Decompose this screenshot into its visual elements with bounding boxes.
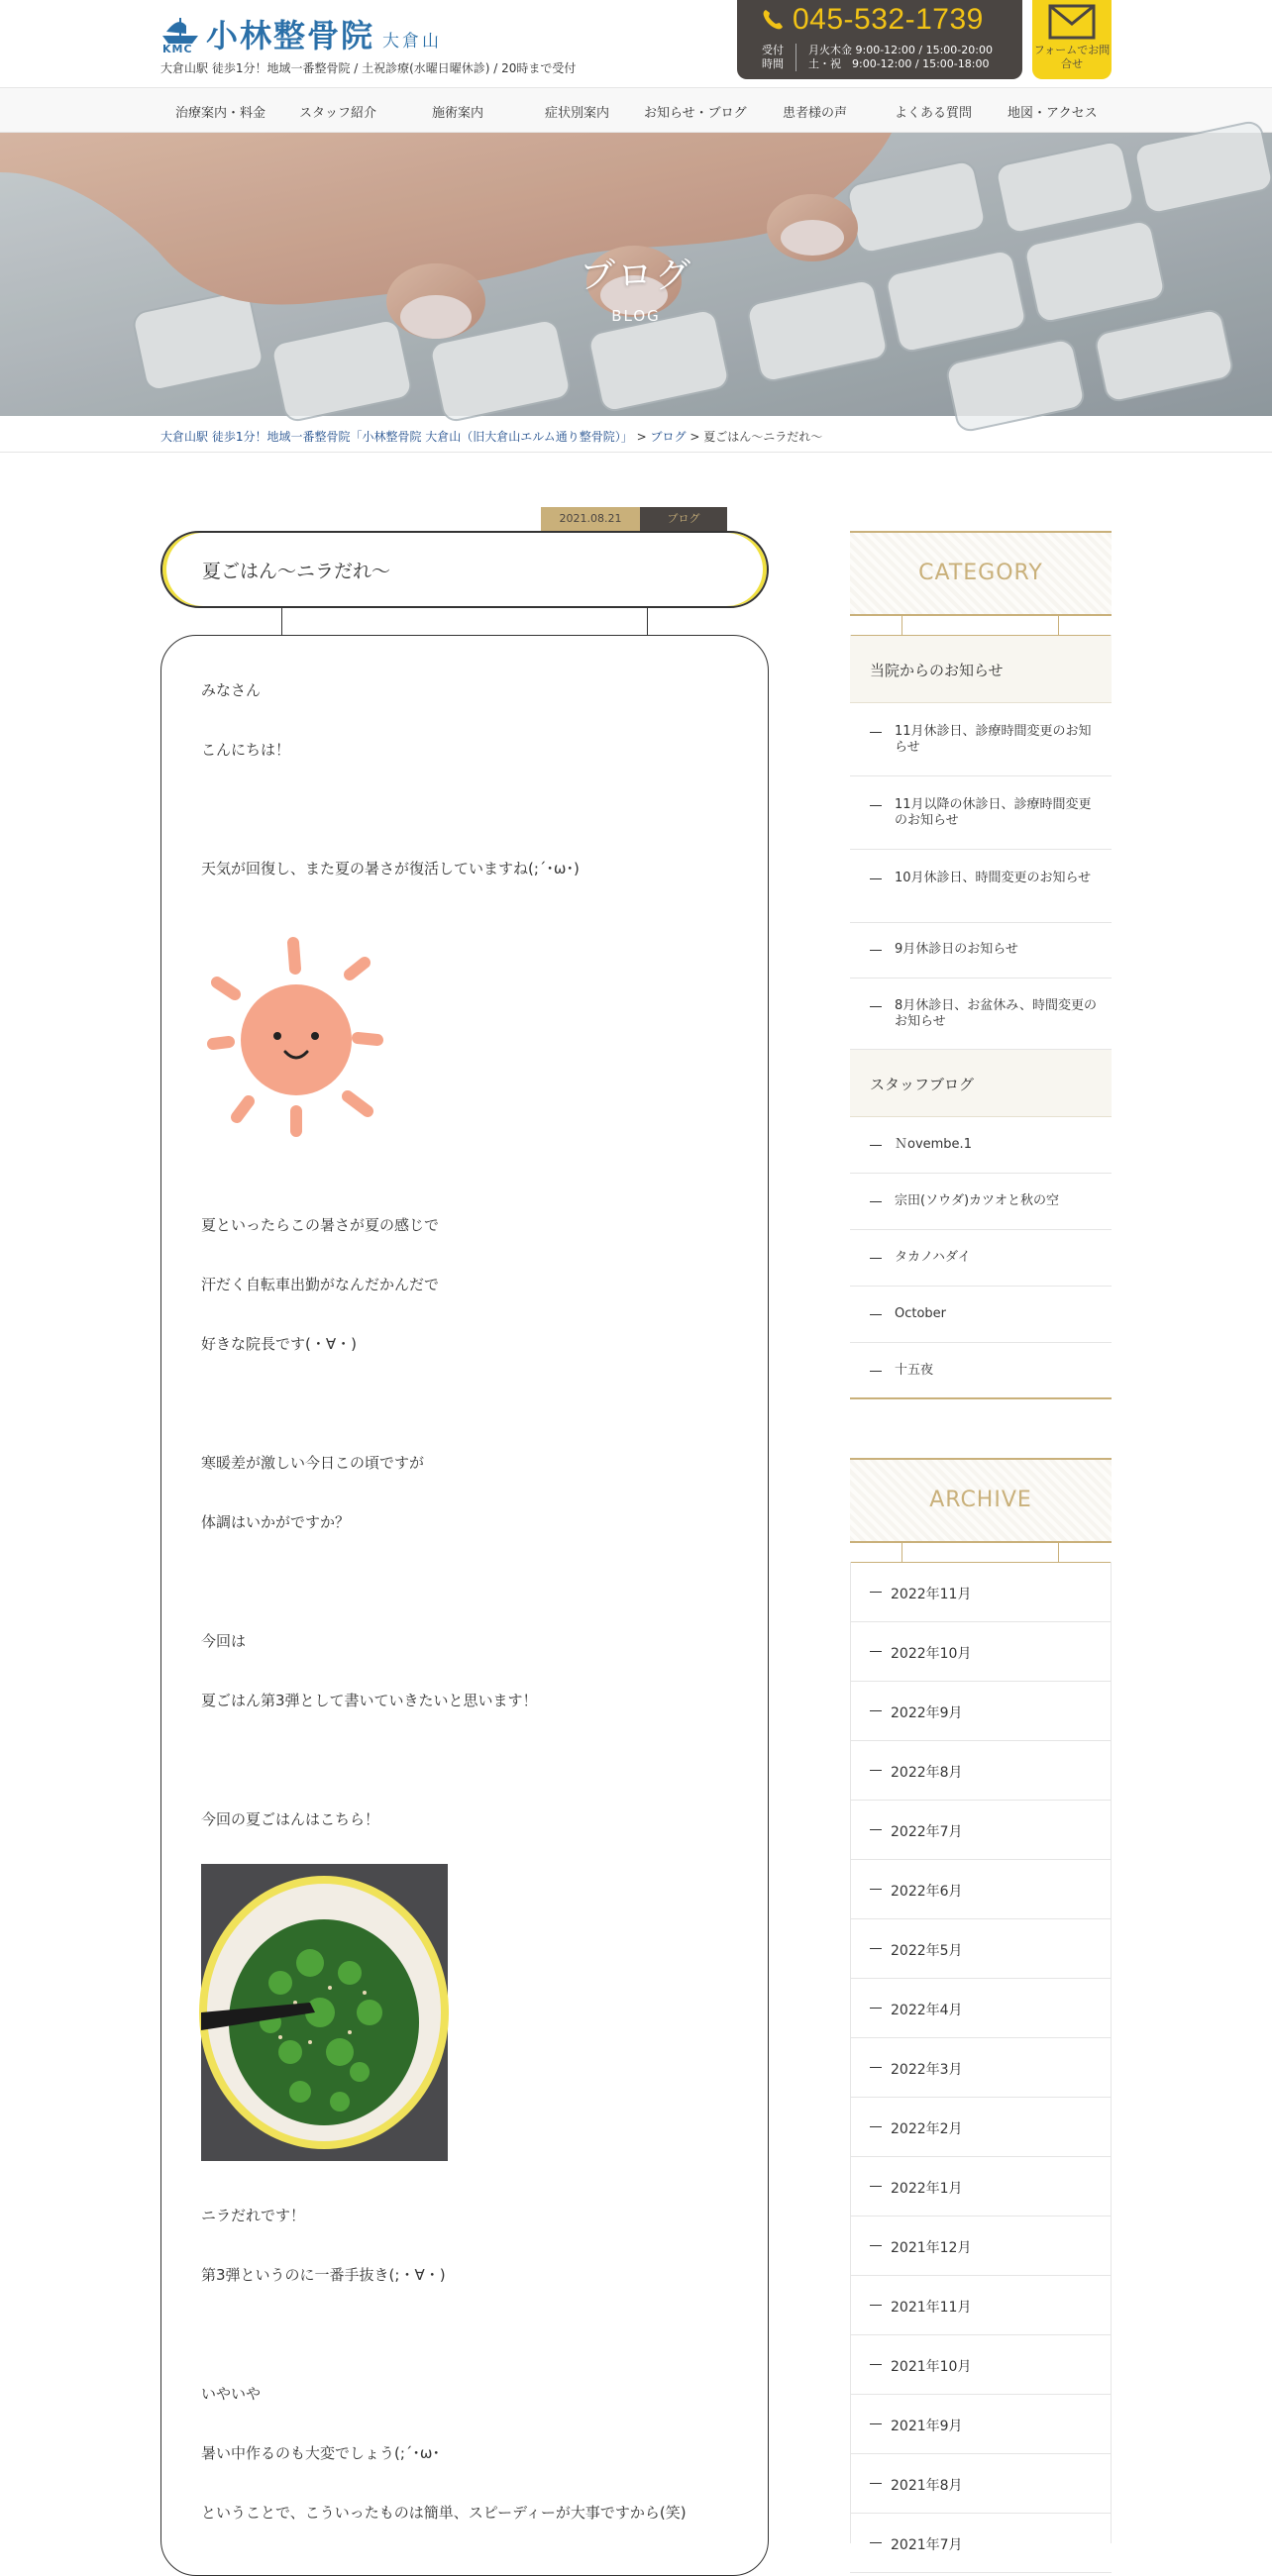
archive-item-label: 2022年9月 <box>891 1705 963 1721</box>
archive-item[interactable] <box>850 1919 1112 1979</box>
archive-item-label: 2022年3月 <box>891 2062 963 2078</box>
post-paragraph: 今回の夏ごはんはこちら！ <box>201 1810 380 1828</box>
archive-heading-box <box>850 1458 1112 1543</box>
dash-icon <box>870 1770 882 1771</box>
dash-icon <box>870 2126 882 2127</box>
tel-divider <box>795 44 796 71</box>
post-paragraph: いやいや <box>201 2385 262 2403</box>
category-item[interactable] <box>850 850 1112 923</box>
post-date: 2021.08.21 <box>541 507 640 531</box>
archive-item-label: 2021年10月 <box>891 2359 972 2375</box>
archive-item-label: 2022年6月 <box>891 1884 963 1900</box>
nav-reviews[interactable]: 患者様の声 <box>783 106 848 121</box>
category-item-label: 10月休診日、時間変更のお知らせ <box>895 871 1092 885</box>
archive-item[interactable] <box>850 2335 1112 2395</box>
category-item-label: 11月休診日、診療時間変更のお知らせ <box>895 724 1092 755</box>
archive-item[interactable] <box>850 1563 1112 1622</box>
archive-item[interactable] <box>850 1979 1112 2038</box>
dash-icon <box>870 2008 882 2009</box>
category-item-label: 8月休診日、お盆休み、時間変更のお知らせ <box>895 998 1098 1029</box>
category-item[interactable] <box>850 1287 1112 1343</box>
archive-item[interactable] <box>850 2216 1112 2276</box>
ship-logo-icon <box>160 12 202 55</box>
logo[interactable] <box>160 12 442 55</box>
dash-icon <box>870 732 882 733</box>
tel-hours-weekend: 土・祝 9:00-12:00 / 15:00-18:00 <box>808 57 990 70</box>
category-heading-box <box>850 531 1112 616</box>
hero-banner <box>0 133 1272 416</box>
global-nav <box>0 87 1272 133</box>
category-item[interactable] <box>850 979 1112 1050</box>
category-item[interactable] <box>850 1343 1112 1399</box>
post-paragraph: こんにちは！ <box>201 741 291 759</box>
post-paragraph: 汗だく自転車出勤がなんだかんだで <box>201 1276 440 1293</box>
title-connector-right <box>647 608 648 636</box>
archive-item-label: 2021年9月 <box>891 2419 963 2434</box>
tel-label: 受付時間 <box>762 44 784 70</box>
post-paragraph: みなさん <box>201 681 262 699</box>
nav-news-blog[interactable]: お知らせ・ブログ <box>644 106 747 121</box>
category-item-label: Ｎovembe.1 <box>895 1137 972 1152</box>
archive-item[interactable] <box>850 1622 1112 1682</box>
post-paragraph: 好きな院長です(・∀・) <box>201 1335 357 1353</box>
logo-sub: 大倉山 <box>382 32 443 52</box>
archive-item[interactable] <box>850 2157 1112 2216</box>
breadcrumb-current: 夏ごはん～ニラだれ～ <box>703 430 823 444</box>
archive-item-label: 2022年8月 <box>891 1765 963 1781</box>
category-group-notices[interactable] <box>850 636 1112 703</box>
archive-heading: ARCHIVE <box>929 1488 1032 1512</box>
dash-icon <box>870 1314 882 1315</box>
post-paragraph: 夏といったらこの暑さが夏の感じで <box>201 1216 440 1234</box>
category-item-label: 十五夜 <box>895 1363 934 1378</box>
dash-icon <box>870 1371 882 1372</box>
tel-number[interactable]: 045-532-1739 <box>793 3 984 36</box>
category-item-label: 9月休診日のお知らせ <box>895 942 1018 957</box>
contact-form-button[interactable] <box>1032 0 1112 79</box>
category-item[interactable] <box>850 1230 1112 1287</box>
archive-connector <box>901 1543 902 1563</box>
archive-item[interactable] <box>850 1682 1112 1741</box>
category-group-staff-blog[interactable] <box>850 1050 1112 1117</box>
category-item[interactable] <box>850 923 1112 979</box>
dash-icon <box>870 805 882 806</box>
nav-staff[interactable]: スタッフ紹介 <box>299 106 377 121</box>
tel-hours <box>808 44 993 71</box>
tel-hours-weekday: 月火木金 9:00-12:00 / 15:00-20:00 <box>808 44 993 56</box>
dash-icon <box>870 1651 882 1652</box>
category-item-label: 11月以降の休診日、診療時間変更のお知らせ <box>895 797 1092 828</box>
nav-treatment-pricing[interactable]: 治療案内・料金 <box>175 106 266 121</box>
page-subtitle: BLOG <box>611 307 661 325</box>
archive-item-label: 2022年11月 <box>891 1587 972 1602</box>
post-paragraph: 今回は <box>201 1632 247 1650</box>
site-header <box>0 0 1272 87</box>
category-item[interactable] <box>850 1174 1112 1230</box>
archive-item-label: 2022年7月 <box>891 1824 963 1840</box>
dash-icon <box>870 1829 882 1830</box>
category-item-label: October <box>895 1306 947 1321</box>
page-title: ブログ <box>579 256 692 296</box>
archive-item-label: 2022年5月 <box>891 1943 963 1959</box>
sun-illustration <box>201 933 389 1141</box>
dash-icon <box>870 2245 882 2246</box>
breadcrumb-separator: > <box>689 430 700 444</box>
archive-item[interactable] <box>850 1801 1112 1860</box>
post-paragraph: ニラだれです！ <box>201 2207 306 2224</box>
post-paragraph: 天気が回復し、また夏の暑さが復活していますね(;´･ω･) <box>201 860 580 877</box>
category-connector <box>901 616 902 636</box>
category-group-label: 当院からのお知らせ <box>870 662 1004 679</box>
tel-box[interactable] <box>737 0 1022 79</box>
dash-icon <box>870 1201 882 1202</box>
archive-item-label: 2021年11月 <box>891 2300 972 2316</box>
nav-faq[interactable]: よくある質問 <box>895 106 973 121</box>
post-paragraph: 第3弾というのに一番手抜き(;・∀・) <box>201 2266 446 2284</box>
archive-connector <box>1058 1543 1059 1563</box>
dash-icon <box>870 2364 882 2365</box>
dash-icon <box>870 950 882 951</box>
nav-access[interactable]: 地図・アクセス <box>1007 106 1098 121</box>
archive-item[interactable] <box>850 2395 1112 2454</box>
post-title-box <box>160 531 769 608</box>
archive-item-label: 2022年1月 <box>891 2181 963 2197</box>
category-heading: CATEGORY <box>918 561 1043 585</box>
category-connector <box>1058 616 1059 636</box>
dash-icon <box>870 1592 882 1593</box>
nira-sauce-photo <box>201 1864 448 2161</box>
dash-icon <box>870 1258 882 1259</box>
dash-icon <box>870 1889 882 1890</box>
archive-item[interactable] <box>850 2038 1112 2098</box>
dash-icon <box>870 2186 882 2187</box>
post-paragraph: 夏ごはん第3弾として書いていきたいと思います！ <box>201 1692 538 1709</box>
category-group-label: スタッフブログ <box>870 1076 975 1093</box>
archive-item[interactable] <box>850 2276 1112 2335</box>
archive-item-label: 2022年10月 <box>891 1646 972 1662</box>
category-item-label: タカノハダイ <box>895 1250 971 1265</box>
archive-item[interactable] <box>850 2514 1112 2573</box>
archive-item-label: 2021年12月 <box>891 2240 972 2256</box>
archive-item-label: 2022年2月 <box>891 2121 963 2137</box>
archive-item[interactable] <box>850 1860 1112 1919</box>
dash-icon <box>870 2423 882 2424</box>
breadcrumb-separator: > <box>636 430 647 444</box>
breadcrumb <box>160 428 822 445</box>
post-paragraph: ということで、こういったものは簡単、スピーディーが大事ですから(笑) <box>201 2504 687 2522</box>
archive-item[interactable] <box>850 2454 1112 2514</box>
archive-item-label: 2021年7月 <box>891 2537 963 2553</box>
dash-icon <box>870 1710 882 1711</box>
archive-item[interactable] <box>850 2098 1112 2157</box>
phone-icon <box>761 8 785 32</box>
category-item-label: 宗田(ソウダ)カツオと秋の空 <box>895 1193 1060 1208</box>
breadcrumb-blog[interactable]: ブログ <box>650 430 687 444</box>
dash-icon <box>870 1948 882 1949</box>
category-item[interactable] <box>850 703 1112 776</box>
dash-icon <box>870 2542 882 2543</box>
dash-icon <box>870 878 882 879</box>
dash-icon <box>870 2067 882 2068</box>
post-paragraph: 寒暖差が激しい今日この頃ですが <box>201 1454 425 1472</box>
category-item[interactable] <box>850 1117 1112 1174</box>
tagline: 大倉山駅 徒歩1分！地域一番整骨院 / 土祝診療(水曜日曜休診) / 20時まで受付 <box>160 61 577 75</box>
breadcrumb-home[interactable]: 大倉山駅 徒歩1分！地域一番整骨院「小林整骨院 大倉山（旧大倉山エルム通り整骨院）」 <box>160 430 633 444</box>
breadcrumb-divider <box>0 452 1272 453</box>
post-paragraph: 暑い中作るのも大変でしょう(;´･ω･ <box>201 2444 440 2462</box>
nav-symptoms[interactable]: 症状別案内 <box>545 106 610 121</box>
dash-icon <box>870 1006 882 1007</box>
post-title: 夏ごはん～ニラだれ～ <box>202 561 391 582</box>
archive-item[interactable] <box>850 1741 1112 1801</box>
dash-icon <box>870 1145 882 1146</box>
post-paragraph: 体調はいかがですか？ <box>201 1513 351 1531</box>
logo-name: 小林整骨院 <box>206 17 375 54</box>
archive-item-label: 2021年8月 <box>891 2478 963 2494</box>
title-connector-left <box>281 608 282 636</box>
mail-icon <box>1048 4 1096 40</box>
dash-icon <box>870 2483 882 2484</box>
dash-icon <box>870 2305 882 2306</box>
post-body <box>160 635 769 2576</box>
nav-treatment-guide[interactable]: 施術案内 <box>432 106 484 121</box>
contact-form-label: フォームでお問合せ <box>1033 44 1111 70</box>
archive-item-label: 2022年4月 <box>891 2003 963 2018</box>
category-item[interactable] <box>850 776 1112 850</box>
post-category[interactable]: ブログ <box>640 507 727 531</box>
logo-mark-text: KMC <box>162 43 193 55</box>
